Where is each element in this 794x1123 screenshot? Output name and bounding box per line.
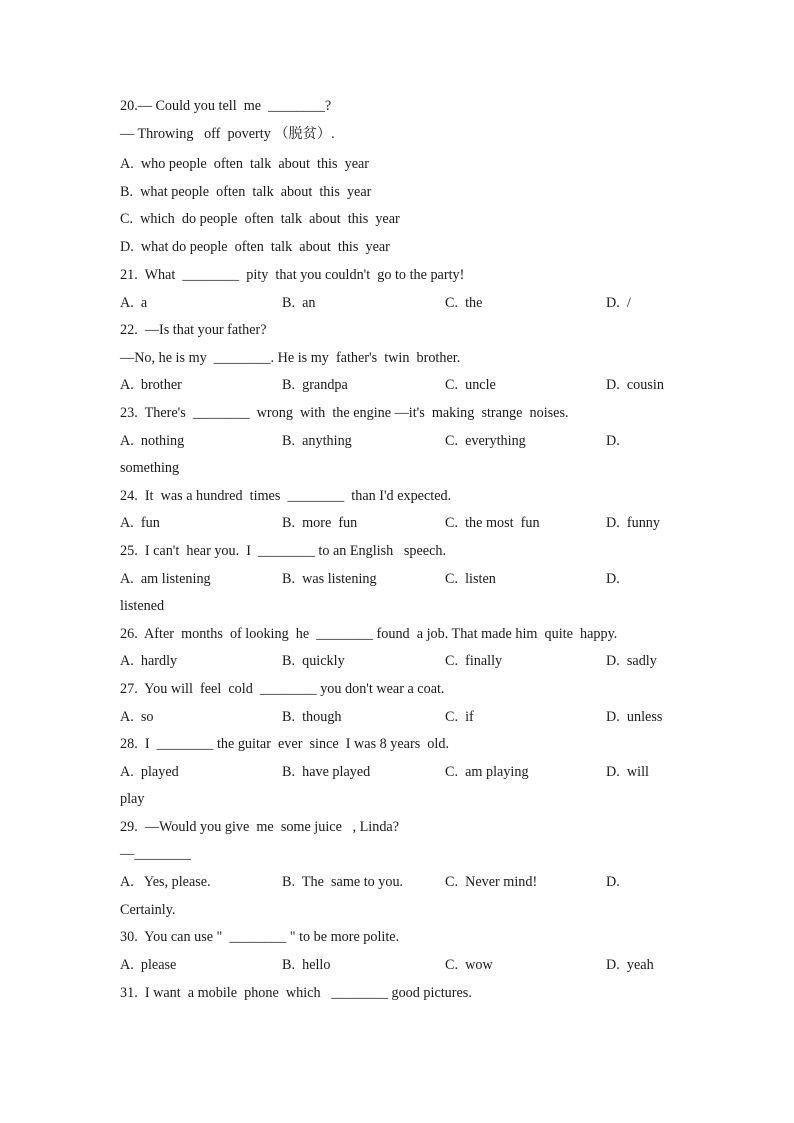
q30-option-a: A. please — [120, 957, 177, 973]
q20-option-d: D. what do people often talk about this year — [120, 239, 390, 255]
q25-option-b: B. was listening — [282, 571, 377, 587]
q23-stem: 23. There's ________ wrong with the engine —it's making strange noises. — [120, 405, 569, 421]
q28-option-a: A. played — [120, 764, 179, 780]
q23-option-a: A. nothing — [120, 433, 185, 449]
q29-option-d-wrap: Certainly. — [120, 902, 176, 918]
q27-option-d: D. unless — [606, 709, 663, 725]
q23-option-d: D. — [606, 433, 620, 449]
q31-stem: 31. I want a mobile phone which ________ good pictures. — [120, 985, 472, 1001]
q30-option-b: B. hello — [282, 957, 331, 973]
q24-option-a: A. fun — [120, 515, 160, 531]
q25-option-c: C. listen — [445, 571, 496, 587]
q22-stem: 22. —Is that your father? — [120, 322, 267, 338]
q26-option-a: A. hardly — [120, 653, 178, 669]
q29-option-d: D. — [606, 874, 620, 890]
q20-stem: 20.— Could you tell me ________? — [120, 98, 332, 114]
q25-option-d-wrap: listened — [120, 598, 165, 614]
q30-stem: 30. You can use " ________ " to be more polite. — [120, 929, 400, 945]
q28-option-b: B. have played — [282, 764, 371, 780]
q24-stem: 24. It was a hundred times ________ than I'd expected. — [120, 488, 452, 504]
q29-line2: —________ — [120, 846, 191, 862]
q27-option-a: A. so — [120, 709, 154, 725]
q21-option-a: A. a — [120, 295, 148, 311]
q27-stem: 27. You will feel cold ________ you don't wear a coat. — [120, 681, 445, 697]
q26-stem: 26. After months of looking he ________ found a job. That made him quite happy. — [120, 626, 618, 642]
q22-line2: —No, he is my ________. He is my father's twin brother. — [120, 350, 461, 366]
q22-option-a: A. brother — [120, 377, 182, 393]
q21-stem: 21. What ________ pity that you couldn't go to the party! — [120, 267, 465, 283]
q25-option-a: A. am listening — [120, 571, 211, 587]
q23-option-d-wrap: something — [120, 460, 180, 476]
q30-option-d: D. yeah — [606, 957, 654, 973]
q26-option-c: C. finally — [445, 653, 503, 669]
q29-option-a: A. Yes, please. — [120, 874, 211, 890]
q25-option-d: D. — [606, 571, 620, 587]
q20-option-b: B. what people often talk about this year — [120, 184, 372, 200]
q24-option-d: D. funny — [606, 515, 660, 531]
q23-option-b: B. anything — [282, 433, 352, 449]
q27-option-c: C. if — [445, 709, 474, 725]
q28-stem: 28. I ________ the guitar ever since I was 8 years old. — [120, 736, 449, 752]
q28-option-d: D. will — [606, 764, 649, 780]
q25-stem: 25. I can't hear you. I ________ to an English speech. — [120, 543, 447, 559]
q22-option-c: C. uncle — [445, 377, 496, 393]
q24-option-b: B. more fun — [282, 515, 358, 531]
q26-option-d: D. sadly — [606, 653, 657, 669]
q23-option-c: C. everything — [445, 433, 526, 449]
q29-option-b: B. The same to you. — [282, 874, 404, 890]
q21-option-d: D. / — [606, 295, 631, 311]
q26-option-b: B. quickly — [282, 653, 345, 669]
q28-option-c: C. am playing — [445, 764, 529, 780]
q20-answer: — Throwing off poverty （脱贫）. — [120, 126, 335, 142]
q29-stem: 29. —Would you give me some juice , Linda? — [120, 819, 400, 835]
q30-option-c: C. wow — [445, 957, 493, 973]
q20-option-a: A. who people often talk about this year — [120, 156, 370, 172]
q22-option-b: B. grandpa — [282, 377, 348, 393]
q20-option-c: C. which do people often talk about this year — [120, 211, 400, 227]
q22-option-d: D. cousin — [606, 377, 664, 393]
q21-option-b: B. an — [282, 295, 316, 311]
q29-option-c: C. Never mind! — [445, 874, 538, 890]
q27-option-b: B. though — [282, 709, 342, 725]
q28-option-d-wrap: play — [120, 791, 145, 807]
q21-option-c: C. the — [445, 295, 483, 311]
q24-option-c: C. the most fun — [445, 515, 540, 531]
